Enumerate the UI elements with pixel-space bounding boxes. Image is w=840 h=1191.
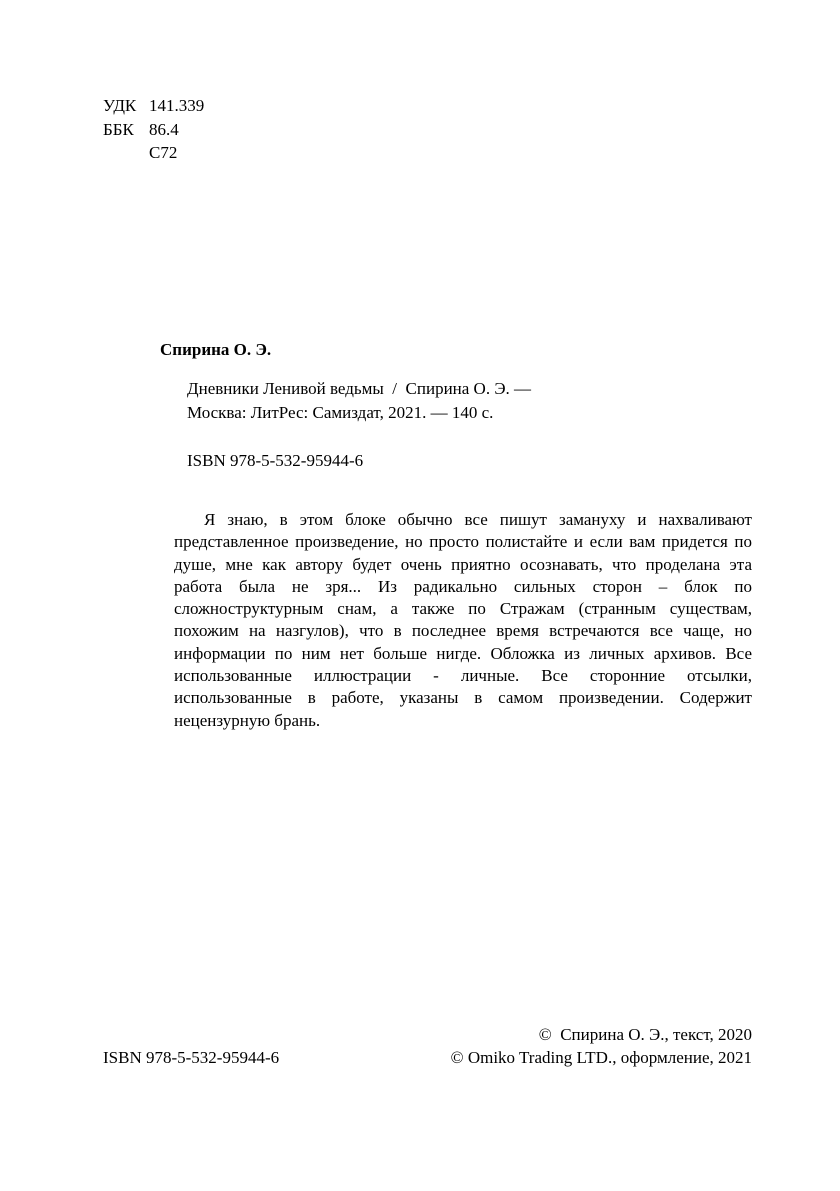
bibliographic-publisher-line: Москва: ЛитРес: Самиздат, 2021. — 140 с. [187,403,494,422]
udk-label: УДК [103,96,137,115]
author-heading: Спирина О. Э. [160,340,272,359]
annotation-paragraph: Я знаю, в этом блоке обычно все пишут замануху и нахваливают представленное произведение, но просто полистайте и если вам придется по душе, мне как автору будет очень приятно осознавать, что проделана эта работа была не зря... Из радикально сильных сторон – блок по сложноструктурным снам, а также по Стражам (странным существам, похожим на назгулов), что в последнее время встречаются все чаще, но информации по ним нет больше нигде. Обложка из личных архивов. Все использованные иллюстрации - личные. Все сторонние отсылки, использованные в работе, указаны в самом произведении. Содержит нецензурную брань. [174,510,752,730]
bbk-value: 86.4 [149,120,179,139]
bbk-label: ББК [103,120,134,139]
copyright-text-line: © Спирина О. Э., текст, 2020 [538,1025,752,1044]
footer-isbn: ISBN 978-5-532-95944-6 [103,1048,280,1067]
udk-value: 141.339 [149,96,205,115]
bibliographic-title-line: Дневники Ленивой ведьмы / Спирина О. Э. — [187,379,532,398]
copyright-design-line: © Omiko Trading LTD., оформление, 2021 [450,1048,752,1067]
author-mark: С72 [149,143,178,162]
isbn-line: ISBN 978-5-532-95944-6 [187,451,364,470]
